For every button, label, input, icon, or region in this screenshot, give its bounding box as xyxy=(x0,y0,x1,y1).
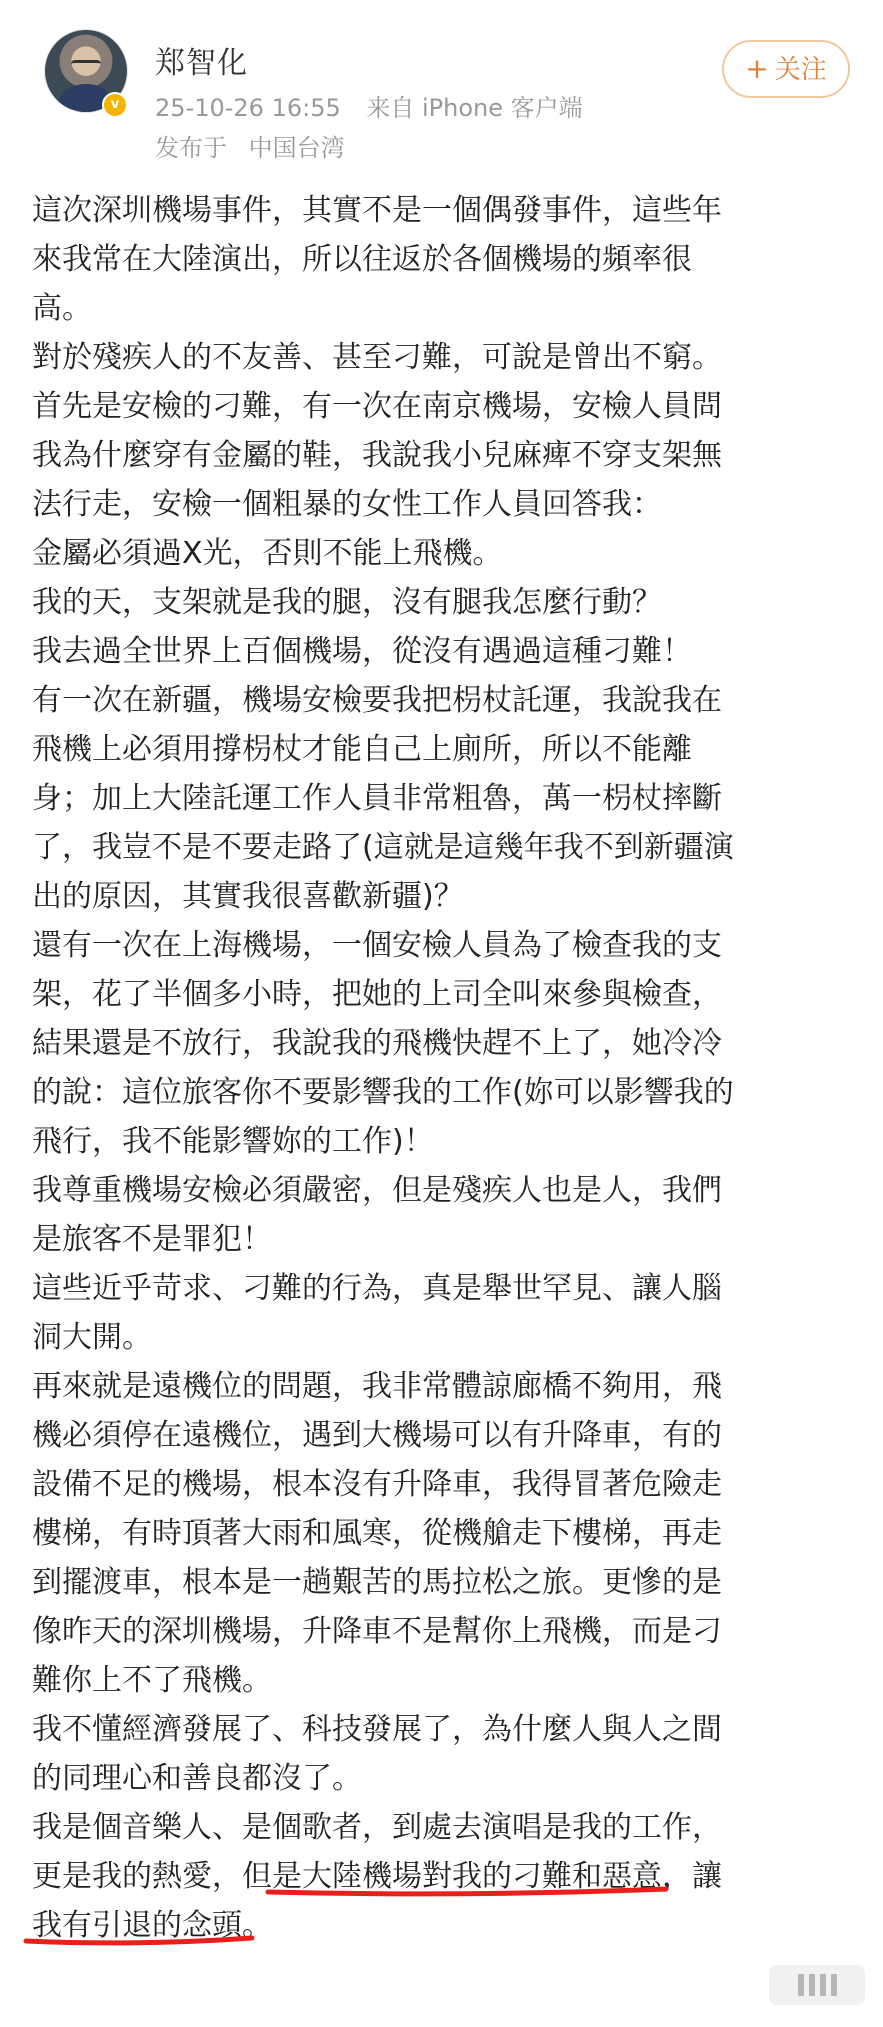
post-line: 結果還是不放行，我說我的飛機快趕不上了，她冷冷 xyxy=(32,1026,722,1061)
author-name[interactable]: 郑智化 xyxy=(155,46,248,81)
post-line: 對於殘疾人的不友善、甚至刁難，可說是曾出不窮。 xyxy=(32,340,722,375)
post-line: 首先是安檢的刁難，有一次在南京機場，安檢人員問 xyxy=(32,389,722,424)
post-line: 洞大開。 xyxy=(32,1320,152,1355)
post-line: 飛行，我不能影響妳的工作)！ xyxy=(32,1124,434,1159)
post-meta xyxy=(155,88,583,123)
post-line: 我不懂經濟發展了、科技發展了，為什麼人與人之間 xyxy=(32,1712,722,1747)
highlight-line-2 xyxy=(32,1901,852,1950)
post-line: 法行走，安檢一個粗暴的女性工作人員回答我： xyxy=(32,487,662,522)
post-line: 高。 xyxy=(32,291,92,326)
post-line: 這些近乎苛求、刁難的行為，真是舉世罕見、讓人腦 xyxy=(32,1271,722,1306)
post-line: 的說：這位旅客你不要影響我的工作(妳可以影響我的 xyxy=(32,1075,734,1110)
post-line: 的同理心和善良都沒了。 xyxy=(32,1761,362,1796)
post-text xyxy=(32,186,852,1852)
watermark-bars-icon xyxy=(769,1965,865,2005)
post-location xyxy=(155,128,359,163)
post-line: 像昨天的深圳機場，升降車不是幫你上飛機，而是刁 xyxy=(32,1614,722,1649)
follow-label: 关注 xyxy=(774,55,827,85)
post-line: 是旅客不是罪犯！ xyxy=(32,1222,272,1257)
follow-button[interactable] xyxy=(722,40,850,98)
line-suffix: 。 xyxy=(242,1908,272,1943)
highlighted-text: 我有引退的念頭 xyxy=(32,1908,242,1943)
plus-icon: + xyxy=(745,52,769,85)
post-timestamp: 25-10-26 16:55 xyxy=(155,94,341,122)
line-suffix: ，讓 xyxy=(662,1859,722,1894)
post-header xyxy=(0,0,883,180)
post-line: 我是個音樂人、是個歌者，到處去演唱是我的工作， xyxy=(32,1810,722,1845)
post-line: 到擺渡車，根本是一趟艱苦的馬拉松之旅。更慘的是 xyxy=(32,1565,722,1600)
post-source: 来自 iPhone 客户端 xyxy=(366,94,583,122)
avatar-glasses xyxy=(71,60,101,71)
post-line: 難你上不了飛機。 xyxy=(32,1663,272,1698)
post-line: 我去過全世界上百個機場，從沒有遇過這種刁難！ xyxy=(32,634,692,669)
post-line: 我尊重機場安檢必須嚴密，但是殘疾人也是人，我們 xyxy=(32,1173,722,1208)
post-line: 機必須停在遠機位，遇到大機場可以有升降車，有的 xyxy=(32,1418,722,1453)
post-body xyxy=(32,186,852,1950)
location-prefix: 发布于 xyxy=(155,134,227,162)
post-line: 出的原因，其實我很喜歡新疆)？ xyxy=(32,879,464,914)
post-line: 設備不足的機場，根本沒有升降車，我得冒著危險走 xyxy=(32,1467,722,1502)
verified-badge-icon: v xyxy=(102,92,128,118)
highlight-line-1 xyxy=(32,1852,852,1901)
line-prefix: 更是我的熱愛，但 xyxy=(32,1859,272,1894)
post-line: 還有一次在上海機場，一個安檢人員為了檢查我的支 xyxy=(32,928,722,963)
post-line: 飛機上必須用撐枴杖才能自己上廁所，所以不能離 xyxy=(32,732,692,767)
post-line xyxy=(32,1852,852,1901)
post-line: 身；加上大陸託運工作人員非常粗魯，萬一枴杖摔斷 xyxy=(32,781,722,816)
highlighted-text: 是大陸機場對我的刁難和惡意 xyxy=(272,1859,662,1894)
post-line: 有一次在新疆，機場安檢要我把枴杖託運，我說我在 xyxy=(32,683,722,718)
post-line: 我的天，支架就是我的腿，沒有腿我怎麼行動？ xyxy=(32,585,662,620)
post-line: 架，花了半個多小時，把她的上司全叫來參與檢查， xyxy=(32,977,722,1012)
location-name: 中国台湾 xyxy=(248,134,345,162)
post-line: 樓梯，有時頂著大雨和風寒，從機艙走下樓梯，再走 xyxy=(32,1516,722,1551)
post-line: 我為什麼穿有金屬的鞋，我說我小兒麻痺不穿支架無 xyxy=(32,438,722,473)
post-line: 再來就是遠機位的問題，我非常體諒廊橋不夠用，飛 xyxy=(32,1369,722,1404)
post-line: 了，我豈不是不要走路了(這就是這幾年我不到新疆演 xyxy=(32,830,734,865)
post-line: 來我常在大陸演出，所以往返於各個機場的頻率很 xyxy=(32,242,692,277)
post-line xyxy=(32,1901,852,1950)
post-line: 這次深圳機場事件，其實不是一個偶發事件，這些年 xyxy=(32,193,722,228)
post-line: 金屬必須過X光，否則不能上飛機。 xyxy=(32,536,503,571)
